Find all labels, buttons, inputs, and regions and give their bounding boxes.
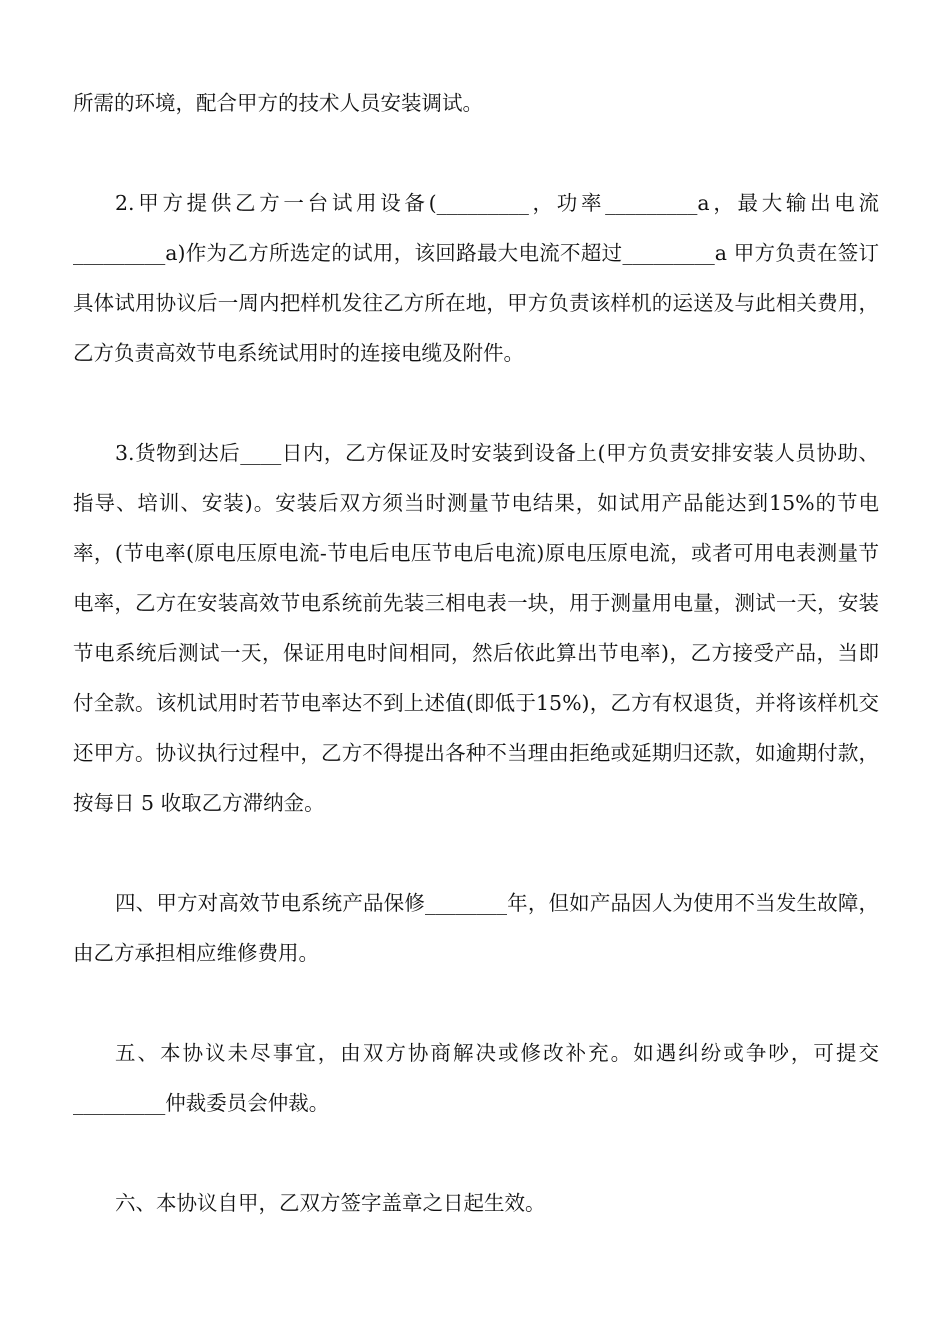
paragraph-gap	[73, 828, 879, 878]
paragraph-gap	[73, 978, 879, 1028]
paragraph-clause-five: 五、本协议未尽事宜，由双方协商解决或修改补充。如遇纠纷或争吵，可提交_________仲裁委员会仲裁。	[73, 1041, 879, 1115]
document-page	[73, 78, 879, 1228]
paragraph-continuation: 所需的环境，配合甲方的技术人员安装调试。	[73, 91, 483, 115]
paragraph-clause-four: 四、甲方对高效节电系统产品保修________年，但如产品因人为使用不当发生故障，由乙方承担相应维修费用。	[73, 891, 879, 965]
paragraph-gap	[73, 378, 879, 428]
paragraph-gap	[73, 1128, 879, 1178]
paragraph-clause-3: 3.货物到达后____日内，乙方保证及时安装到设备上(甲方负责安排安装人员协助、指导、培训、安装)。安装后双方须当时测量节电结果，如试用产品能达到15%的节电率，(节电率(原电压原电流-节电后电压节电后电流)原电压原电流，或者可用电表测量节电率，乙方在安装高效节电系统前先装三相电表一块，用于测量用电量，测试一天，安装节电系统后测试一天，保证用电时间相同，然后依此算出节电率)，乙方接受产品，当即付全款。该机试用时若节电率达不到上述值(即低于15%)，乙方有权退货，并将该样机交还甲方。协议执行过程中，乙方不得提出各种不当理由拒绝或延期归还款，如逾期付款，按每日 5 收取乙方滞纳金。	[73, 441, 879, 815]
paragraph-clause-six: 六、本协议自甲，乙双方签字盖章之日起生效。	[115, 1191, 546, 1215]
paragraph-clause-2: 2.甲方提供乙方一台试用设备(_________，功率_________a，最大输出电流_________a)作为乙方所选定的试用，该回路最大电流不超过_________a 甲方负责在签订具体试用协议后一周内把样机发往乙方所在地，甲方负责该样机的运送及与此相关费用，乙方负责高效节电系统试用时的连接电缆及附件。	[73, 191, 879, 365]
paragraph-gap	[73, 128, 879, 178]
